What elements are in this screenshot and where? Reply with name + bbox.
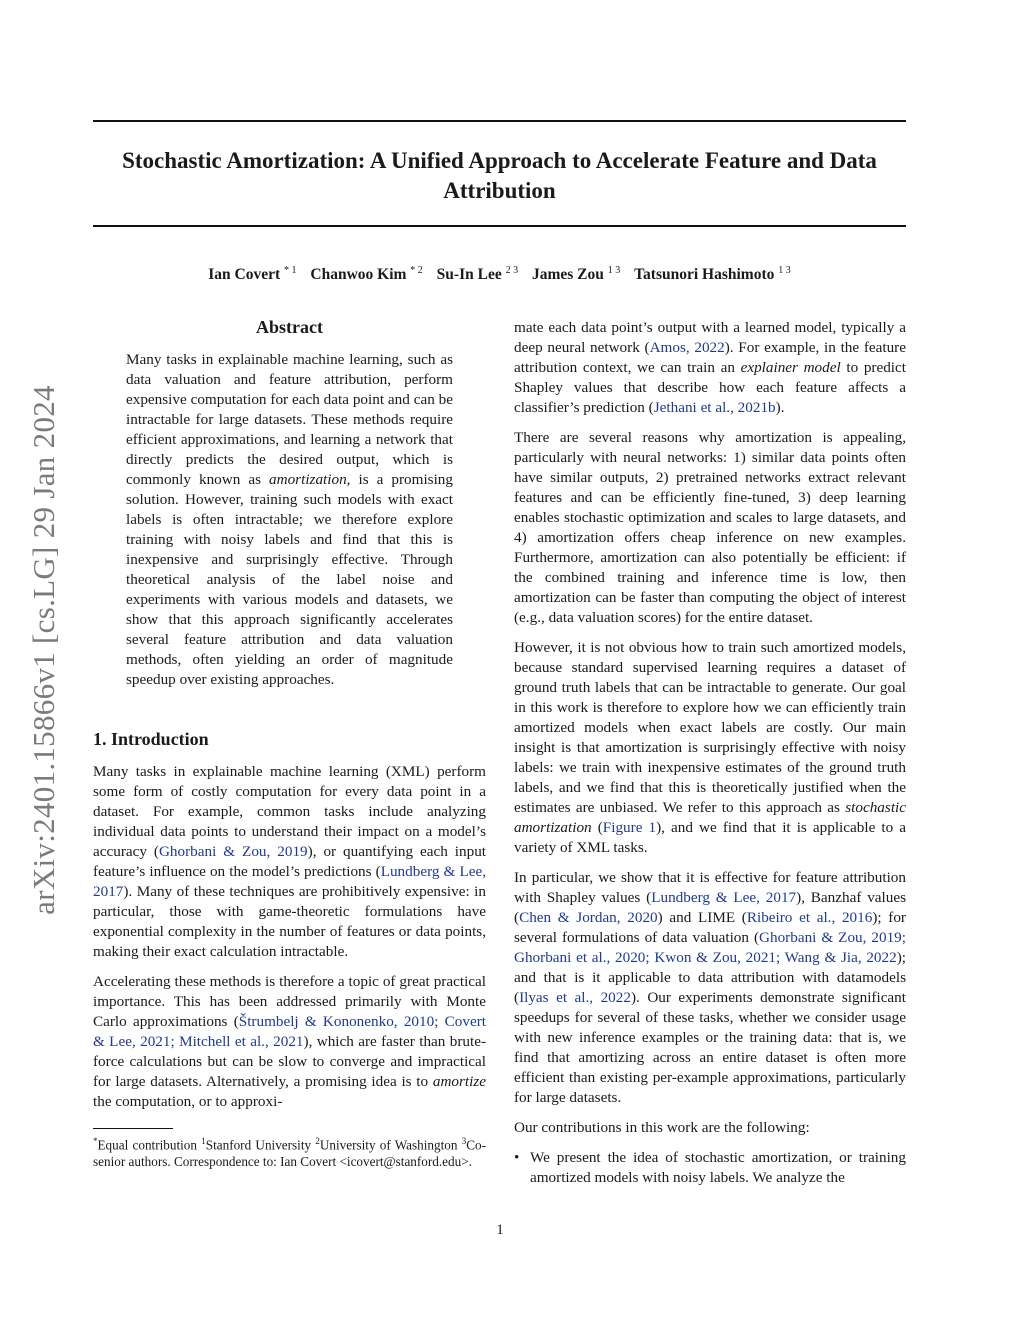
author: Chanwoo Kim $^{* 2}$ bbox=[310, 265, 423, 284]
footnote: *Equal contribution $^1$Stanford University $^2$University of Washington $^3$Co-senior authors. Correspondence to: Ian Covert <icovert@stanford.edu>. bbox=[93, 1136, 487, 1170]
title-rule-bottom bbox=[93, 225, 906, 227]
list-item: • We present the idea of stochastic amortization, or training amortized models with noisy labels. We analyze the bbox=[530, 1148, 906, 1188]
author: Tatsunori Hashimoto $^{1 3}$ bbox=[634, 265, 791, 284]
citation-link[interactable]: Lundberg & Lee, 2017 bbox=[93, 863, 487, 900]
citation-link[interactable]: Ghorbani & Zou, 2019 bbox=[158, 843, 308, 860]
author-list bbox=[93, 261, 906, 285]
citation-link[interactable]: Ribeiro et al., 2016 bbox=[746, 909, 873, 926]
author: James Zou $^{1 3}$ bbox=[531, 265, 621, 284]
citation-link[interactable]: Chen & Jordan, 2020 bbox=[519, 909, 658, 926]
abstract-text: Many tasks in explainable machine learning, such as data valuation and feature attribution, perform expensive computation for each data point and can be intractable for large datasets. These methods require efficient approximations, and learning a network that directly predicts the desired output, which is commonly known as amortization, is a promising solution. However, training such models with exact labels is often intractable; we therefore explore training with noisy labels and find that this is inexpensive and surprisingly effective. Through theoretical analysis of the label noise and experiments with various models and datasets, we show that this approach significantly accelerates several feature attribution and data valuation methods, often yielding an order of magnitude speedup over existing approaches. bbox=[126, 351, 453, 688]
intro-paragraph: Accelerating these methods is therefore a topic of great practical importance. This has been addressed primarily with Monte Carlo approximations (Štrumbelj & Kononenko, 2010; Covert & Lee, 2021; Mitchell et al., 2021), which are faster than brute-force calculations but can be slow to converge and impractical for large datasets. Alternatively, a promising idea is to amortize the computation, or to approxi- bbox=[93, 973, 486, 1110]
arxiv-id: arXiv:2401.15866v1 [cs.LG] 29 Jan 2024 bbox=[26, 385, 61, 915]
section-heading-introduction: 1. Introduction bbox=[93, 729, 209, 749]
citation-link[interactable]: Ghorbani & Zou, 2019; Ghorbani et al., 2020; Kwon & Zou, 2021; Wang & Jia, 2022 bbox=[514, 929, 906, 966]
figure-link[interactable]: Figure 1 bbox=[602, 819, 657, 836]
author: Ian Covert $^{* 1}$ bbox=[208, 265, 297, 284]
citation-link[interactable]: Amos, 2022 bbox=[649, 339, 725, 356]
body-paragraph: In particular, we show that it is effective for feature attribution with Shapley values (Lundberg & Lee, 2017), Banzhaf values (Chen & Jordan, 2020) and LIME (Ribeiro et al., 2016); for several formulations of data valuation (Ghorbani & Zou, 2019; Ghorbani et al., 2020; Kwon & Zou, 2021; Wang & Jia, 2022); and that is it applicable to data attribution with datamodels (Ilyas et al., 2022). Our experiments demonstrate significant speedups for several of these tasks, whether we consider usage with new inference examples or the training data: that is, we find that amortizing across an entire dataset is often more efficient than existing per-example approximations, particularly for large datasets. bbox=[514, 869, 906, 1106]
citation-link[interactable]: Ilyas et al., 2022 bbox=[519, 989, 631, 1006]
body-paragraph: mate each data point’s output with a learned model, typically a deep neural network (Amos, 2022). For example, in the feature attribution context, we can train an explainer model to predict Shapley values that describe how each feature affects a classifier’s prediction (Jethani et al., 2021b). bbox=[514, 319, 906, 416]
citation-link[interactable]: Lundberg & Lee, 2017 bbox=[651, 889, 797, 906]
body-paragraph: There are several reasons why amortization is appealing, particularly with neural networks: 1) similar data points often have similar outputs, 2) pretrained networks extract relevant features and can be efficiently fine-tuned, 3) deep learning enables stochastic optimization and scales to large datasets, and 4) amortization offers cheap inference on new examples. Furthermore, amortization can also potentially be efficient: if the combined training and inference time is low, then amortization can be faster than computing the object of interest (e.g., data valuation scores) for the entire dataset. bbox=[514, 429, 906, 626]
citation-link[interactable]: Jethani et al., 2021b bbox=[653, 399, 776, 416]
right-column bbox=[514, 318, 906, 1188]
contributions-list bbox=[514, 1148, 906, 1188]
title-rule-top bbox=[93, 120, 906, 122]
body-paragraph: However, it is not obvious how to train such amortized models, because standard supervised learning requires a dataset of ground truth labels that can be intractable to generate. Our goal in this work is therefore to explore how we can efficiently train amortized models when exact labels are costly. Our main insight is that amortization is surprisingly effective with noisy labels: we train with inexpensive estimates of the ground truth labels, and we find that this is theoretically justified when the estimates are unbiased. We refer to this approach as stochastic amortization (Figure 1), and we find that it is applicable to a variety of XML tasks. bbox=[514, 639, 907, 856]
arxiv-side-label bbox=[18, 350, 68, 950]
page-number: 1 bbox=[496, 1222, 504, 1238]
intro-paragraph: Many tasks in explainable machine learning (XML) perform some form of costly computation for every data point in a dataset. For example, common tasks include analyzing individual data points to understand their impact on a model’s accuracy (Ghorbani & Zou, 2019), or quantifying each input feature’s influence on the model’s predictions (Lundberg & Lee, 2017). Many of these techniques are prohibitively expensive: in particular, those with game-theoretic formulations have exponential complexity in the number of features or data points, making their exact calculation intractable. bbox=[93, 763, 487, 960]
footnote-rule bbox=[93, 1128, 173, 1129]
body-paragraph: Our contributions in this work are the following: bbox=[514, 1119, 810, 1136]
paper-title: Stochastic Amortization: A Unified Approach to Accelerate Feature and Data Attribution bbox=[122, 148, 877, 203]
abstract-heading: Abstract bbox=[256, 317, 323, 337]
citation-link[interactable]: Štrumbelj & Kononenko, 2010; Covert & Lee, 2021; Mitchell et al., 2021 bbox=[93, 1013, 486, 1050]
left-column bbox=[93, 316, 486, 1122]
author: Su-In Lee $^{2 3}$ bbox=[436, 265, 519, 284]
